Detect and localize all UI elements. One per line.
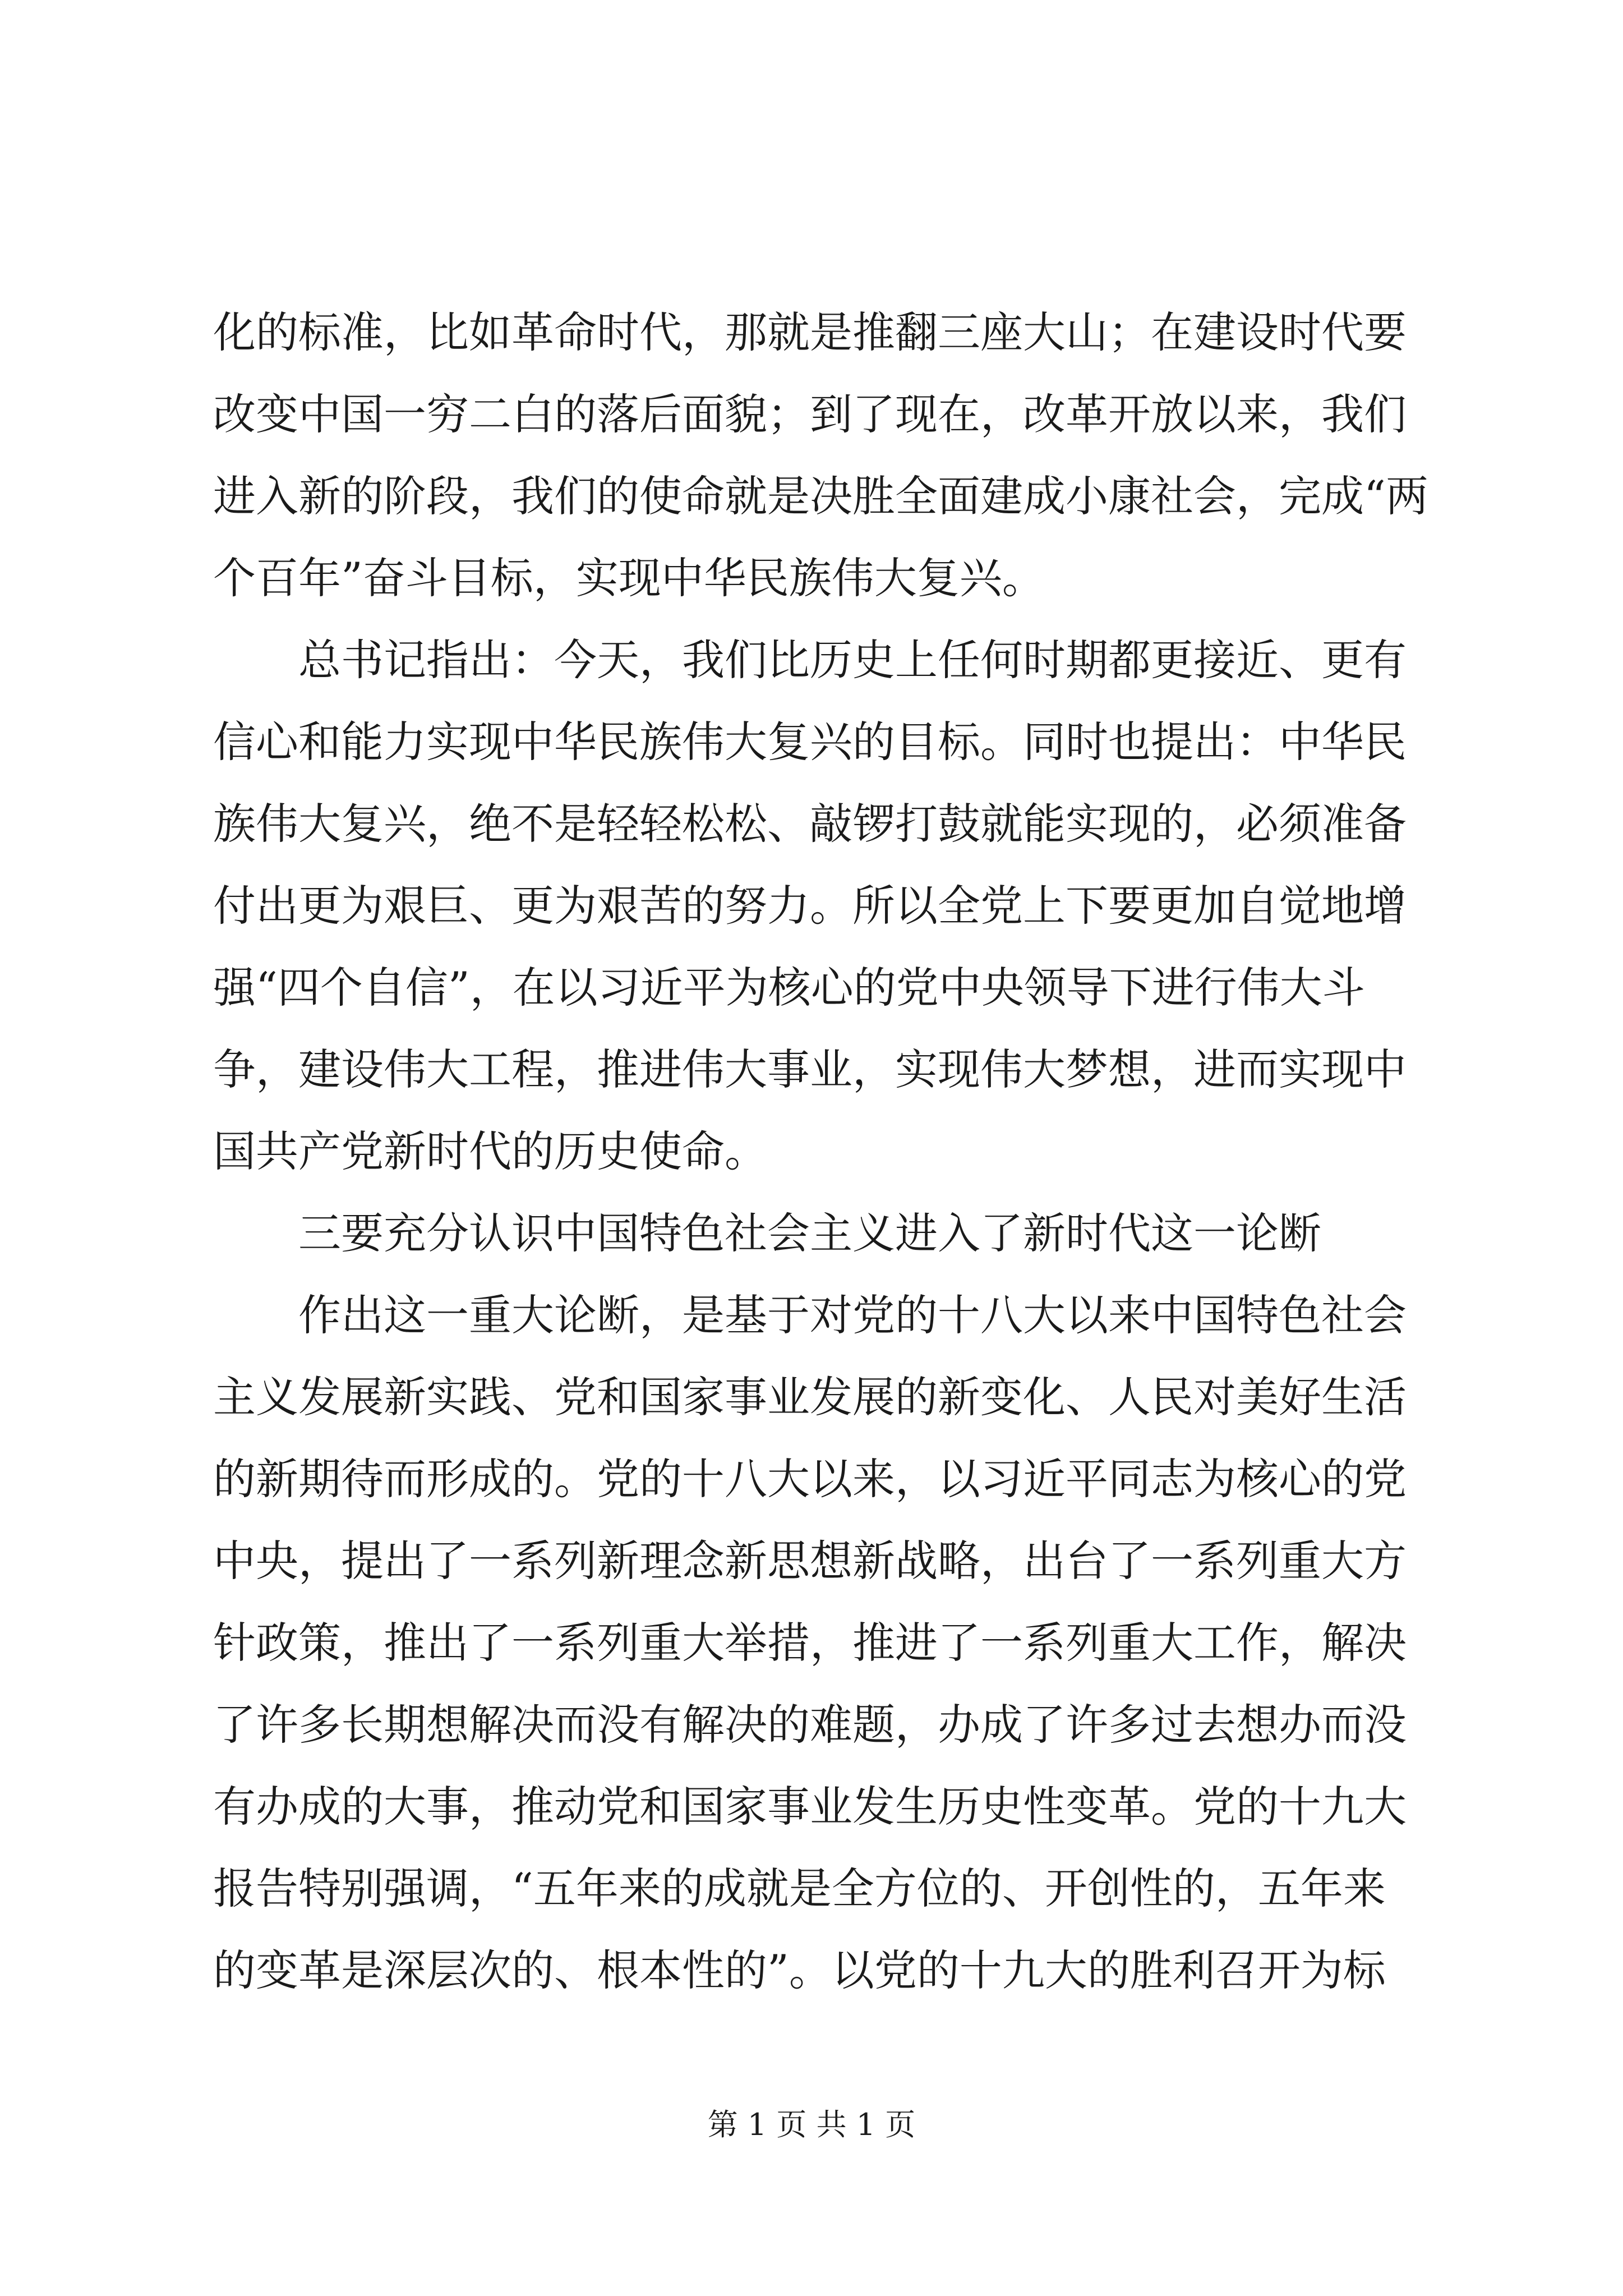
text-line: 针政策，推出了一系列重大举措，推进了一系列重大工作，解决	[213, 1618, 1407, 1668]
text-line: 强“四个自信”，在以习近平为核心的党中央领导下进行伟大斗	[213, 963, 1365, 1013]
text-line: 争，建设伟大工程，推进伟大事业，实现伟大梦想，进而实现中	[213, 1045, 1407, 1094]
text-line: 中央，提出了一系列新理念新思想新战略，出台了一系列重大方	[213, 1536, 1407, 1586]
text-line: 了许多长期想解决而没有解决的难题，办成了许多过去想办而没	[213, 1700, 1407, 1750]
text-line: 报告特别强调，“五年来的成就是全方位的、开创性的，五年来	[213, 1864, 1386, 1913]
text-line: 进入新的阶段，我们的使命就是决胜全面建成小康社会，完成“两	[213, 471, 1428, 521]
document-body	[213, 292, 1428, 2012]
text-line: 总书记指出：今天，我们比历史上任何时期都更接近、更有	[213, 635, 1407, 685]
text-line: 信心和能力实现中华民族伟大复兴的目标。同时也提出：中华民	[213, 717, 1407, 767]
text-line: 的新期待而形成的。党的十八大以来，以习近平同志为核心的党	[213, 1454, 1407, 1504]
text-line: 化的标准，比如革命时代，那就是推翻三座大山；在建设时代要	[213, 307, 1407, 357]
text-line: 改变中国一穷二白的落后面貌；到了现在，改革开放以来，我们	[213, 389, 1407, 439]
text-line: 有办成的大事，推动党和国家事业发生历史性变革。党的十九大	[213, 1782, 1407, 1832]
text-line: 作出这一重大论断，是基于对党的十八大以来中国特色社会	[213, 1290, 1407, 1340]
text-line: 主义发展新实践、党和国家事业发展的新变化、人民对美好生活	[213, 1372, 1407, 1422]
text-line: 的变革是深层次的、根本性的”。以党的十九大的胜利召开为标	[213, 1945, 1386, 1995]
text-line: 国共产党新时代的历史使命。	[213, 1126, 767, 1176]
text-line: 个百年”奋斗目标，实现中华民族伟大复兴。	[213, 553, 1045, 603]
text-line: 付出更为艰巨、更为艰苦的努力。所以全党上下要更加自觉地增	[213, 881, 1407, 931]
page-number-label: 第 1 页 共 1 页	[707, 2107, 916, 2142]
page-footer	[0, 2101, 1623, 2144]
section-heading: 三要充分认识中国特色社会主义进入了新时代这一论断	[213, 1208, 1321, 1258]
text-line: 族伟大复兴，绝不是轻轻松松、敲锣打鼓就能实现的，必须准备	[213, 799, 1407, 849]
